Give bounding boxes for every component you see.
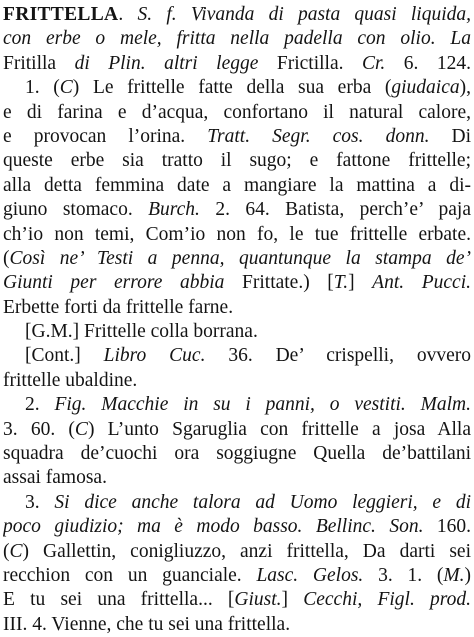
text-segment: queste erbe sia tratto il sugo; e fattone frittelle; [3, 150, 471, 172]
text-segment: Giunti per errore abbia [3, 272, 243, 294]
text-segment: ( [3, 540, 10, 562]
text-segment: Di [429, 125, 471, 147]
text-segment: 160. [423, 516, 471, 538]
text-segment: e provocan l’orina. [3, 125, 208, 147]
text-line [3, 247, 471, 271]
text-line [3, 125, 471, 149]
text-line [3, 515, 471, 539]
text-segment: Lasc. Gelos. [256, 564, 364, 586]
text-line [3, 198, 471, 222]
text-line [3, 271, 471, 295]
sense-2-start [3, 393, 471, 417]
text-segment: ] [348, 272, 373, 294]
text-segment: Si dice anche talora ad Uomo leggieri, e di [54, 491, 471, 513]
text-line [3, 27, 471, 51]
text-segment: e di farina e d’acqua, confortano il natural calore, [3, 101, 471, 123]
text-segment: Cr. [361, 52, 386, 74]
text-line [3, 418, 471, 442]
dictionary-entry [3, 3, 471, 637]
text-segment: Fig. Macchie in su i panni, o vestiti. Malm. [54, 394, 471, 416]
text-line [3, 564, 471, 588]
text-segment: poco giudizio; ma è modo basso. Bellinc. Son. [3, 516, 424, 538]
text-line [3, 588, 471, 612]
headword: FRITTELLA [3, 4, 119, 25]
text-segment: 3. [25, 491, 55, 513]
text-segment: C [9, 540, 23, 562]
text-segment: C [59, 77, 73, 99]
text-segment: giudaica [391, 77, 460, 99]
text-line [3, 174, 471, 198]
text-segment: Così ne’ Testi a penna, quantunque la stampa de’ [9, 247, 471, 269]
text-segment: 6. 124. [385, 52, 471, 74]
text-segment: [G.M.] Frittelle colla borrana. [25, 321, 258, 343]
text-segment: giuno stomaco. [3, 199, 149, 221]
sense-3-start [3, 491, 471, 515]
text-segment: ) L’unto Sgaruglia con frittelle a josa Alla [87, 418, 471, 440]
text-segment: ] [281, 589, 304, 611]
text-segment: . [118, 4, 138, 25]
text-segment: Frittate.) [ [242, 272, 334, 294]
gm-note [3, 320, 471, 344]
text-segment: 36. De’ crispelli, ovvero [205, 345, 471, 367]
text-segment: ) Gallettin, conigliuzzo, anzi frittella, Da darti sei [22, 540, 471, 562]
text-segment: di Plin. altri legge [74, 52, 277, 74]
text-line [3, 613, 471, 637]
text-line [3, 3, 471, 27]
text-segment: assai famosa. [3, 467, 107, 489]
text-segment: ), [459, 77, 471, 99]
text-segment: Frictilla. [276, 52, 362, 74]
text-segment: S. f. Vivanda di pasta quasi liquida, [137, 4, 471, 25]
text-line [3, 52, 471, 76]
text-line [3, 466, 471, 490]
text-segment: ( [3, 247, 10, 269]
text-segment: 3. 1. ( [363, 564, 444, 586]
text-segment: alla detta femmina date a mangiare la mattina a di- [3, 174, 471, 196]
text-segment: frittelle ubaldine. [3, 369, 138, 391]
text-line [3, 442, 471, 466]
text-segment: 1. ( [25, 77, 60, 99]
text-segment: C [74, 418, 88, 440]
text-segment: E tu sei una frittella... [ [3, 589, 235, 611]
text-segment: ) [464, 564, 471, 586]
text-line [3, 223, 471, 247]
text-line [3, 149, 471, 173]
text-segment: 2. [25, 394, 55, 416]
text-line [3, 296, 471, 320]
text-segment: ) Le frittelle fatte della sua erba ( [72, 77, 392, 99]
text-segment: recchion con un guanciale. [3, 564, 257, 586]
text-segment: Ant. Pucci. [372, 272, 471, 294]
sense-1-start [3, 76, 471, 100]
text-line [3, 369, 471, 393]
cont-note-start [3, 344, 471, 368]
text-segment: Fritilla [3, 52, 75, 74]
text-line [3, 101, 471, 125]
text-segment: squadra de’cuochi ora soggiugne Quella de’battilani [3, 443, 471, 465]
text-segment: Burch. [148, 199, 200, 221]
text-segment: 2. 64. Batista, perch’e’ paja [199, 199, 471, 221]
text-segment: con erbe o mele, fritta nella padella con olio. La [3, 28, 471, 50]
text-segment: Erbette forti da frittelle farne. [3, 296, 234, 318]
text-segment: Libro Cuc. [103, 345, 206, 367]
text-segment: III. 4. Vienne, che tu sei una frittella. [3, 613, 291, 635]
text-segment: M. [443, 564, 465, 586]
text-segment: ch’io non temi, Com’io non fo, le tue frittelle erbate. [3, 223, 471, 245]
text-segment: T. [333, 272, 349, 294]
text-segment: Giust. [234, 589, 282, 611]
text-segment: Cecchi, Figl. prod. [303, 589, 471, 611]
text-segment: [Cont.] [25, 345, 104, 367]
text-segment: 3. 60. ( [3, 418, 75, 440]
text-segment: Tratt. Segr. cos. donn. [207, 125, 430, 147]
